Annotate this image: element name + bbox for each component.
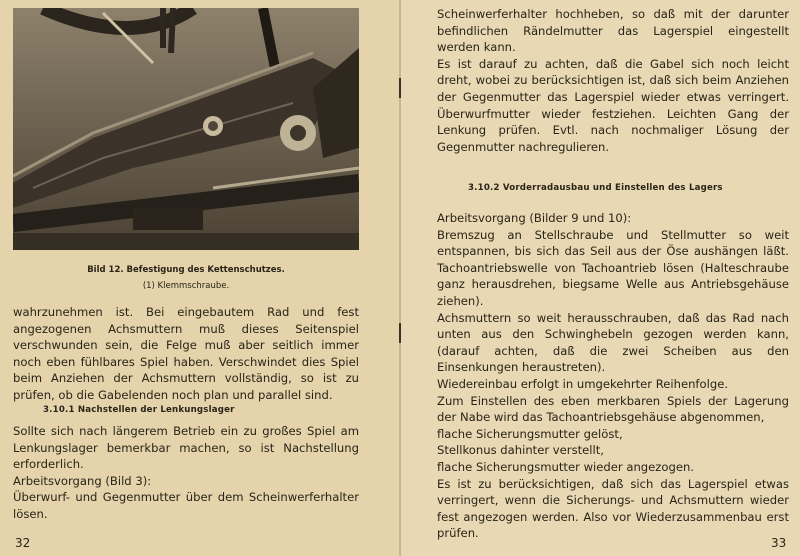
right-paragraph-6-line-4: flache Sicherungsmutter wieder angezogen. (437, 459, 694, 474)
left-section-body (13, 423, 359, 523)
workstep-label: Arbeitsvorgang (Bild 3): (13, 473, 152, 488)
margin-mark-middle (399, 323, 401, 343)
workstep-text: Überwurf- und Gegenmutter über dem Scheinwerferhalter lösen. (13, 490, 359, 521)
right-paragraph-6-line-1: Zum Einstellen des eben merkbaren Spiels der Lagerung der Nabe wird das Tachoantriebsgehäuse abgenommen, (437, 393, 789, 425)
right-paragraph-4: Achsmuttern so weit herausschrauben, daß das Rad nach unten aus den Schwinghebeln gezogen werden kann, (darauf achten, daß die zwei Scheiben aus den Einsenkungen heraustreten). (437, 310, 789, 375)
chain-guard-photo-illustration (13, 8, 359, 250)
figure-caption (13, 262, 359, 294)
continuation-paragraph: wahrzunehmen ist. Bei eingebautem Rad und fest angezogenen Achsmuttern muß dieses Seitenspiel verschwunden sein, die Felge muß aber seitlich immer noch eben fühlbares Spiel haben. Verschwindet dies Spiel beim Anziehen der Achsmuttern vollständig, so ist zu prüfen, ob die Gabelenden noch plan und parallel sind. (13, 305, 359, 402)
right-paragraph-2: Es ist darauf zu achten, daß die Gabel sich noch leicht dreht, wobei zu berücksichtigen ist, daß sich beim Anziehen der Gegenmutter das Lagerspiel wieder etwas verringert. Überwurfmutter wieder festziehen. Leichten Gang der Lenkung prüfen. Evtl. nach nochmaliger Lösung der Gegenmutter nachregulieren. (437, 56, 789, 154)
page-number-left: 32 (15, 536, 31, 550)
figure-photo (13, 8, 359, 250)
right-paragraph-6-line-2: flache Sicherungsmutter gelöst, (437, 426, 623, 441)
right-top-text (437, 6, 789, 155)
section-paragraph: Sollte sich nach längerem Betrieb ein zu großes Spiel am Lenkungslager bemerkbar machen, so ist Nachstellung erforderlich. (13, 424, 359, 472)
figure-title: Bild 12. Befestigung des Kettenschutzes. (87, 265, 285, 275)
right-paragraph-1: Scheinwerferhalter hochheben, so daß mit der darunter befindlichen Rändelmutter das Lagerspiel eingestellt werden kann. (437, 7, 789, 55)
left-continuation-text (13, 304, 359, 404)
page-number-right: 33 (771, 536, 787, 550)
right-workstep-label: Arbeitsvorgang (Bilder 9 und 10): (437, 211, 632, 225)
right-paragraph-6-line-3: Stellkonus dahinter verstellt, (437, 443, 604, 458)
figure-legend: (1) Klemmschraube. (142, 281, 230, 291)
right-section-body (437, 210, 789, 542)
right-paragraph-7: Es ist zu berücksichtigen, daß sich das Lagerspiel etwas verringert, wenn die Sicherungs- und Achsmuttern wieder fest angezogen werden. Also vor Wiederzusammenbau erst prüfen. (437, 476, 789, 541)
section-heading-3-10-1: 3.10.1 Nachstellen der Lenkungslager (43, 405, 235, 415)
right-paragraph-5: Wiedereinbau erfolgt in umgekehrter Reihenfolge. (437, 376, 729, 391)
section-heading-3-10-2: 3.10.2 Vorderradausbau und Einstellen des Lagers (468, 183, 723, 193)
margin-mark-top (399, 78, 401, 98)
right-paragraph-3: Bremszug an Stellschraube und Stellmutter so weit entspannen, bis sich das Seil aus der Öse aushängen läßt. Tachoantriebswelle von Tachoantrieb lösen (Halteschraube ganz herausdrehen, biegsame Welle aus Antriebsgehäuse ziehen). (437, 227, 789, 308)
